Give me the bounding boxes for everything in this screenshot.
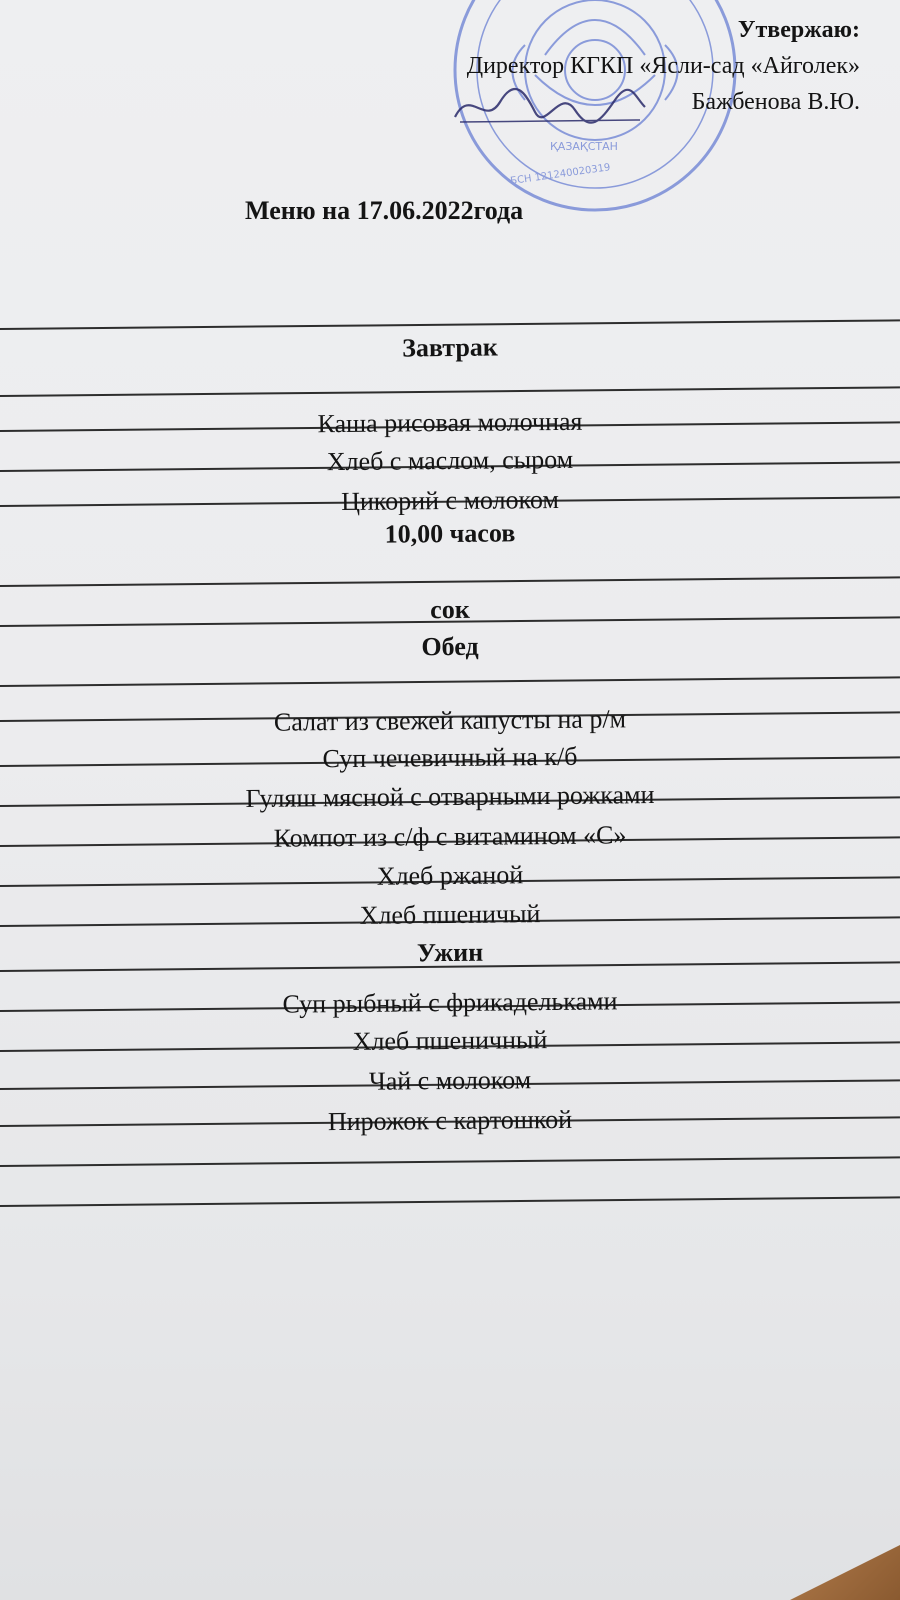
section-heading: 10,00 часов	[384, 518, 516, 549]
menu-item: Хлеб пшеничый	[359, 899, 541, 930]
menu-item: Компот из с/ф с витамином «С»	[273, 820, 627, 853]
table-rule	[0, 319, 900, 329]
menu-item: Хлеб ржаной	[376, 860, 524, 891]
menu-item: Салат из свежей капусты на р/м	[273, 704, 627, 737]
menu-item: Хлеб с маслом, сыром	[326, 444, 574, 477]
stamp-text-top: ҚАЗАҚСТАН	[550, 140, 618, 153]
menu-item: Хлеб пшеничный	[352, 1025, 548, 1056]
menu-item: Суп рыбный с фрикадельками	[282, 986, 618, 1019]
section-heading: Ужин	[416, 937, 484, 968]
menu-item: сок	[430, 594, 470, 625]
approval-position: Директор КГКП «Ясли-сад «Айголек»	[466, 53, 860, 79]
table-rule	[0, 1156, 900, 1166]
menu-title: Меню на 17.06.2022года	[245, 196, 524, 225]
menu-item: Суп чечевичный на к/б	[322, 741, 578, 774]
menu-item: Цикорий с молоком	[340, 484, 559, 517]
table-rule	[0, 1196, 900, 1206]
section-heading: Завтрак	[402, 332, 498, 363]
approval-name: Бажбенова В.Ю.	[691, 89, 860, 115]
table-rule	[0, 386, 900, 396]
table-rule	[0, 576, 900, 586]
stamp-text-id: БСН 121240020319	[509, 162, 612, 188]
menu-item: Каша рисовая молочная	[317, 406, 583, 439]
menu-item: Пирожок с картошкой	[327, 1104, 573, 1137]
section-heading: Обед	[421, 631, 479, 662]
menu-item: Чай с молоком	[368, 1065, 532, 1096]
table-rule	[0, 676, 900, 686]
menu-item: Гуляш мясной с отварными рожками	[245, 780, 655, 813]
approval-title: Утвержаю:	[737, 17, 860, 43]
